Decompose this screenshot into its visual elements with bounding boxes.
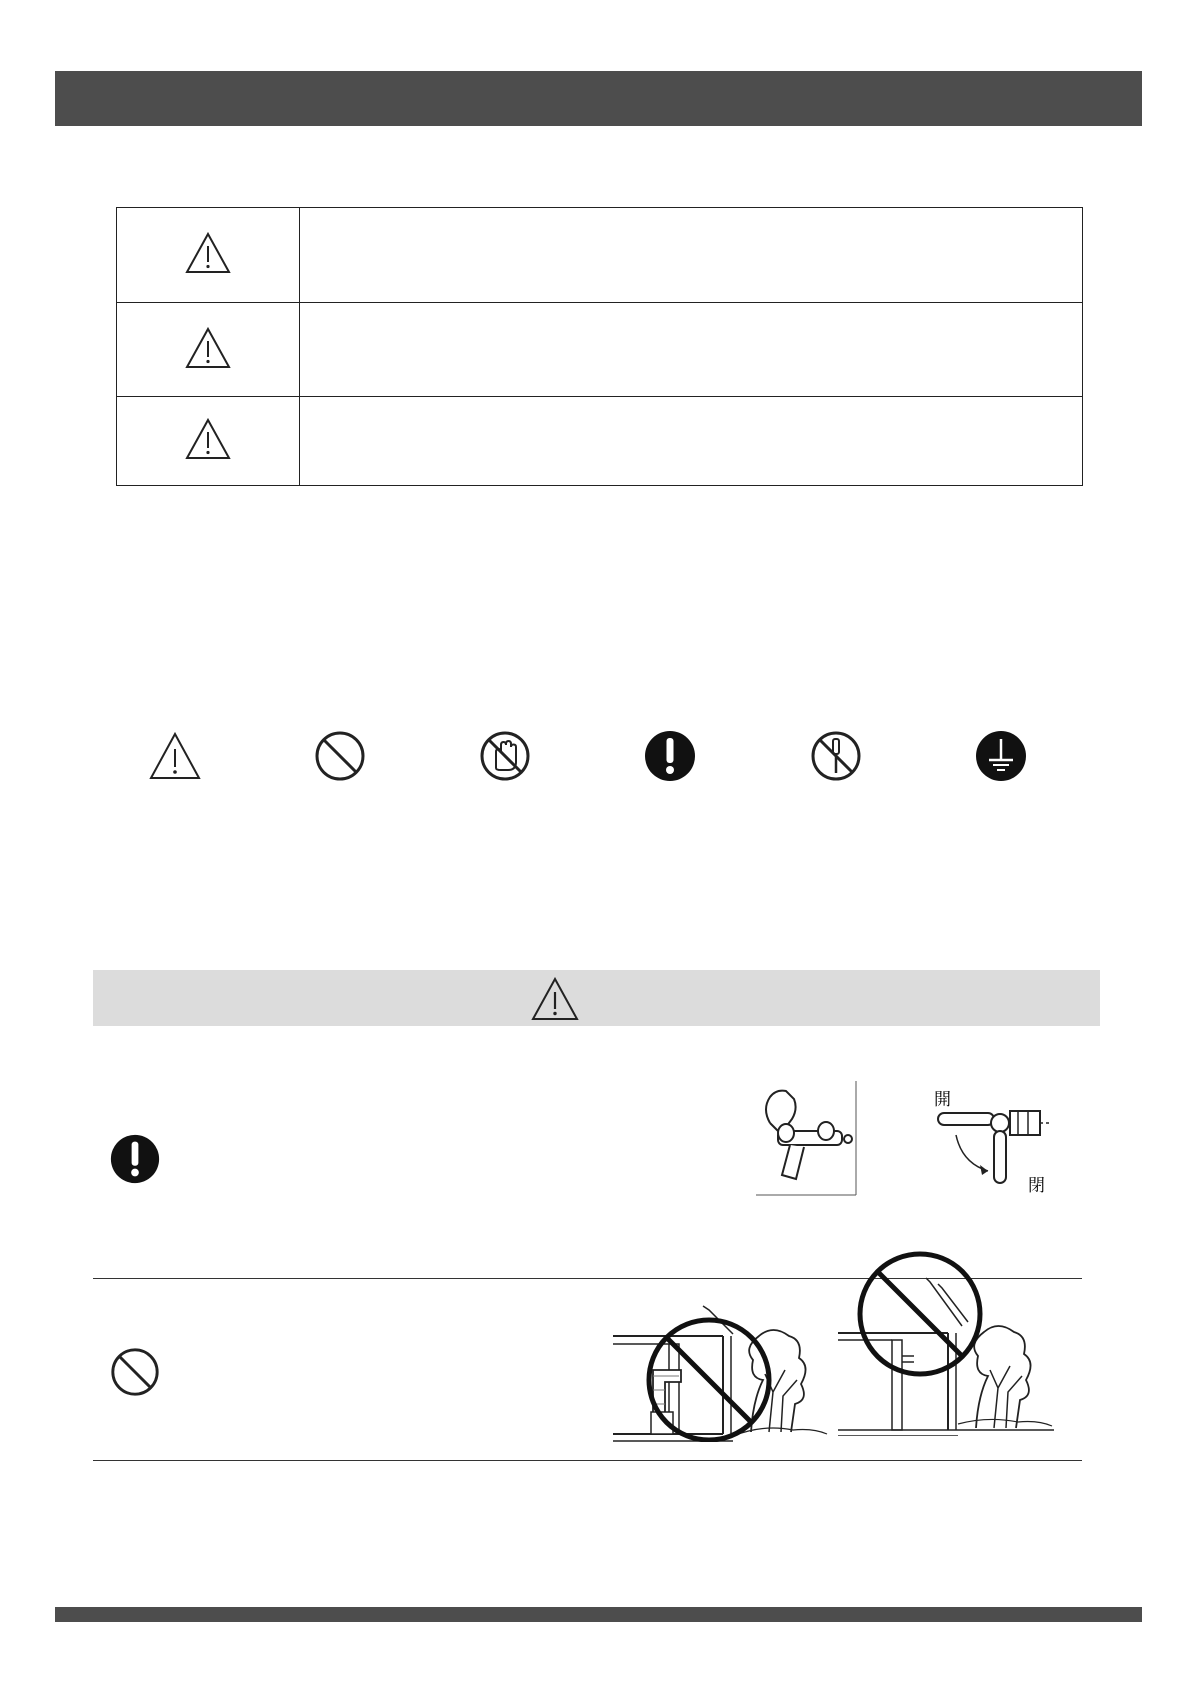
hazard-level-description (300, 208, 1083, 303)
warning-triangle-icon (185, 326, 231, 370)
valve-closed-label: 閉 (1028, 1176, 1045, 1195)
mandatory-action-icon (108, 1132, 162, 1186)
prohibited-icon (108, 1345, 162, 1399)
drain-pipe-prohibited-illustration-2 (838, 1248, 1056, 1436)
warning-triangle-icon (185, 417, 231, 461)
prohibited-icon (312, 728, 368, 784)
valve-open-label: 開 (934, 1090, 951, 1110)
no-disassembly-icon (808, 728, 864, 784)
warning-banner (93, 970, 1100, 1026)
ground-connection-icon (973, 728, 1029, 784)
hazard-level-table (116, 207, 1083, 486)
valve-handle-illustration (932, 1083, 1050, 1195)
hazard-level-row (117, 208, 1083, 303)
drain-pipe-prohibited-illustration-1 (613, 1300, 829, 1442)
header-bar (55, 71, 1142, 126)
hazard-level-description (300, 303, 1083, 397)
hazard-level-row (117, 303, 1083, 397)
hazard-level-description (300, 397, 1083, 486)
caution-triangle-icon (147, 728, 203, 784)
hazard-level-row (117, 397, 1083, 486)
faucet-hand-illustration (756, 1079, 860, 1197)
section-divider (93, 1460, 1082, 1461)
warning-triangle-icon (531, 977, 579, 1021)
mandatory-action-icon (642, 728, 698, 784)
footer-bar (55, 1607, 1142, 1622)
no-touch-icon (477, 728, 533, 784)
warning-triangle-icon (185, 231, 231, 275)
